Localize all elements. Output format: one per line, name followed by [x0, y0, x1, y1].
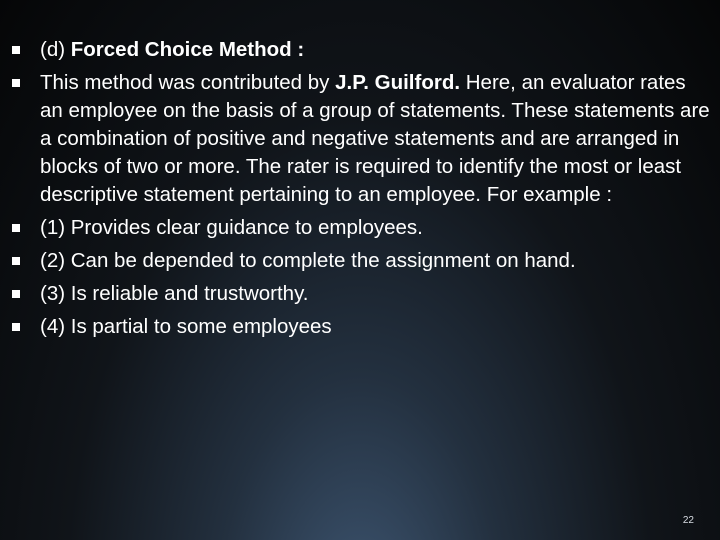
heading-text	[40, 36, 712, 64]
example-text: (4) Is partial to some employees	[40, 315, 332, 338]
square-bullet-icon	[12, 280, 26, 308]
heading-title: Forced Choice Method :	[70, 38, 305, 61]
bullet-example-4	[12, 313, 712, 341]
heading-prefix: (d)	[40, 38, 71, 61]
square-bullet-icon	[12, 313, 26, 341]
intro-text	[40, 69, 712, 209]
example-text: (1) Provides clear guidance to employees.	[40, 216, 423, 239]
square-bullet-icon	[12, 214, 26, 242]
square-bullet-icon	[12, 36, 26, 64]
square-bullet-icon	[12, 247, 26, 275]
bullet-example-3	[12, 280, 712, 308]
example-text: (3) Is reliable and trustworthy.	[40, 282, 309, 305]
bullet-intro	[12, 69, 712, 209]
page-number: 22	[682, 515, 694, 526]
intro-before: This method was contributed by	[40, 71, 336, 94]
bullet-heading	[12, 36, 712, 64]
bullet-example-1	[12, 214, 712, 242]
intro-after: Here, an evaluator rates an employee on the basis of a group of statements. These statements are a combination of positive and negative statements and are arranged in blocks of two or more. The rater is required to identify the most or least descriptive statement pertaining to an employee. For example :	[40, 71, 710, 206]
bullet-example-2	[12, 247, 712, 275]
example-text: (2) Can be depended to complete the assignment on hand.	[40, 249, 576, 272]
intro-author: J.P. Guilford.	[335, 71, 461, 94]
slide-body	[12, 36, 712, 346]
square-bullet-icon	[12, 69, 26, 97]
